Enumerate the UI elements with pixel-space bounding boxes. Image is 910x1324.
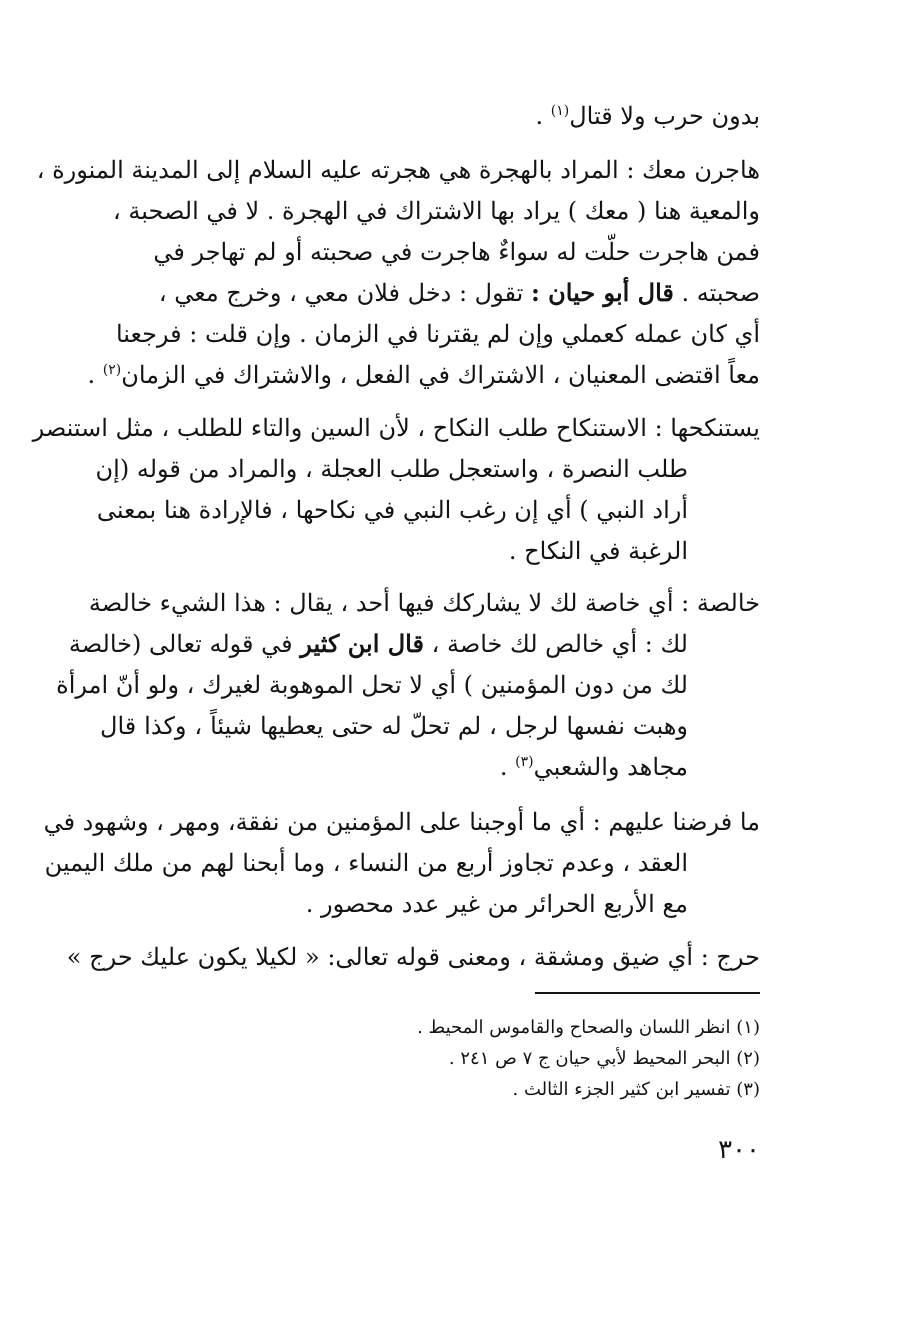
footnote-3: (٣) تفسير ابن كثير الجزء الثالث .	[512, 1079, 760, 1100]
entry-hajarna-line-2: والمعية هنا ( معك ) يراد بها الاشتراك في الهجرة . لا في الصحبة ،	[112, 197, 760, 225]
entry-ma-faradna-line-2: العقد ، وعدم تجاوز أربع من النساء ، وما أبحنا لهم من ملك اليمين	[44, 849, 688, 877]
entry-ma-faradna-line-1: ما فرضنا عليهم : أي ما أوجبنا على المؤمنين من نفقة، ومهر ، وشهود في	[43, 808, 760, 836]
footnote-1: (١) انظر اللسان والصحاح والقاموس المحيط .	[417, 1017, 760, 1038]
footnote-2: (٢) البحر المحيط لأبي حيان ج ٧ ص ٢٤١ .	[448, 1048, 760, 1069]
entry-khalisa-line-5	[500, 747, 688, 787]
line-end: .	[499, 753, 516, 781]
entry-haraj-line-1: حرج : أي ضيق ومشقة ، ومعنى قوله تعالى: « لكيلا يكون عليك حرج »	[66, 943, 760, 971]
entry-khalisa-line-2	[68, 624, 688, 664]
line-end: .	[87, 361, 103, 389]
footnote-ref-1: (١)	[550, 103, 570, 119]
quoted-author-ibn-kathir: قال ابن كثير	[300, 629, 424, 658]
entry-hajarna-line-5: أي كان عمله كعملي وإن لم يقترنا في الزمان . وإن قلت : فرجعنا	[115, 320, 760, 348]
entry-ma-faradna-line-3: مع الأربع الحرائر من غير عدد محصور .	[305, 890, 688, 918]
entry-khalisa-line-4: وهبت نفسها لرجل ، لم تحلّ له حتى يعطيها شيئاً ، وكذا قال	[100, 712, 688, 740]
entry-yastankihuha-line-2: طلب النصرة ، واستعجل طلب العجلة ، والمراد من قوله (إن	[95, 455, 688, 483]
entry-khalisa-line-1: خالصة : أي خاصة لك لا يشاركك فيها أحد ، يقال : هذا الشيء خالصة	[88, 589, 760, 617]
entry-hajarna-line-4	[160, 273, 760, 313]
entry-hajarna-line-3: فمن هاجرت حلّت له سواءٌ هاجرت في صحبته أو لم تهاجر في	[153, 238, 760, 266]
entry-yastankihuha-line-4: الرغبة في النكاح .	[508, 537, 688, 565]
quoted-author-abu-hayyan: قال أبو حيان :	[530, 278, 674, 307]
line-text: معاً اقتضى المعنيان ، الاشتراك في الفعل ، والاشتراك في الزمان	[121, 361, 760, 389]
footnote-ref-3: (٣)	[515, 754, 534, 770]
entry-hajarna-line-1: هاجرن معك : المراد بالهجرة هي هجرته عليه السلام إلى المدينة المنورة ،	[36, 156, 760, 184]
intro-line	[535, 96, 760, 136]
line-text: صحبته .	[673, 279, 760, 307]
entry-yastankihuha-line-1: يستنكحها : الاستنكاح طلب النكاح ، لأن السين والتاء للطلب ، مثل استنصر	[32, 414, 760, 442]
footnote-separator	[535, 992, 760, 994]
line-text: تقول : دخل فلان معي ، وخرج معي ،	[158, 279, 531, 307]
footnote-ref-2: (٢)	[102, 362, 122, 378]
entry-hajarna-line-6	[87, 355, 760, 395]
entry-yastankihuha-line-3: أراد النبي ) أي إن رغب النبي في نكاحها ، فالإرادة هنا بمعنى	[96, 496, 688, 524]
entry-khalisa-line-3: لك من دون المؤمنين ) أي لا تحل الموهوبة لغيرك ، ولو أنّ امرأة	[56, 671, 688, 699]
page-number: ٣٠٠	[718, 1135, 760, 1165]
intro-text: بدون حرب ولا قتال	[569, 102, 760, 130]
line-text: مجاهد والشعبي	[533, 753, 688, 781]
line-text: لك : أي خالص لك خاصة ،	[423, 630, 688, 658]
intro-end: .	[535, 102, 551, 130]
line-text: في قوله تعالى (خالصة	[68, 630, 301, 658]
